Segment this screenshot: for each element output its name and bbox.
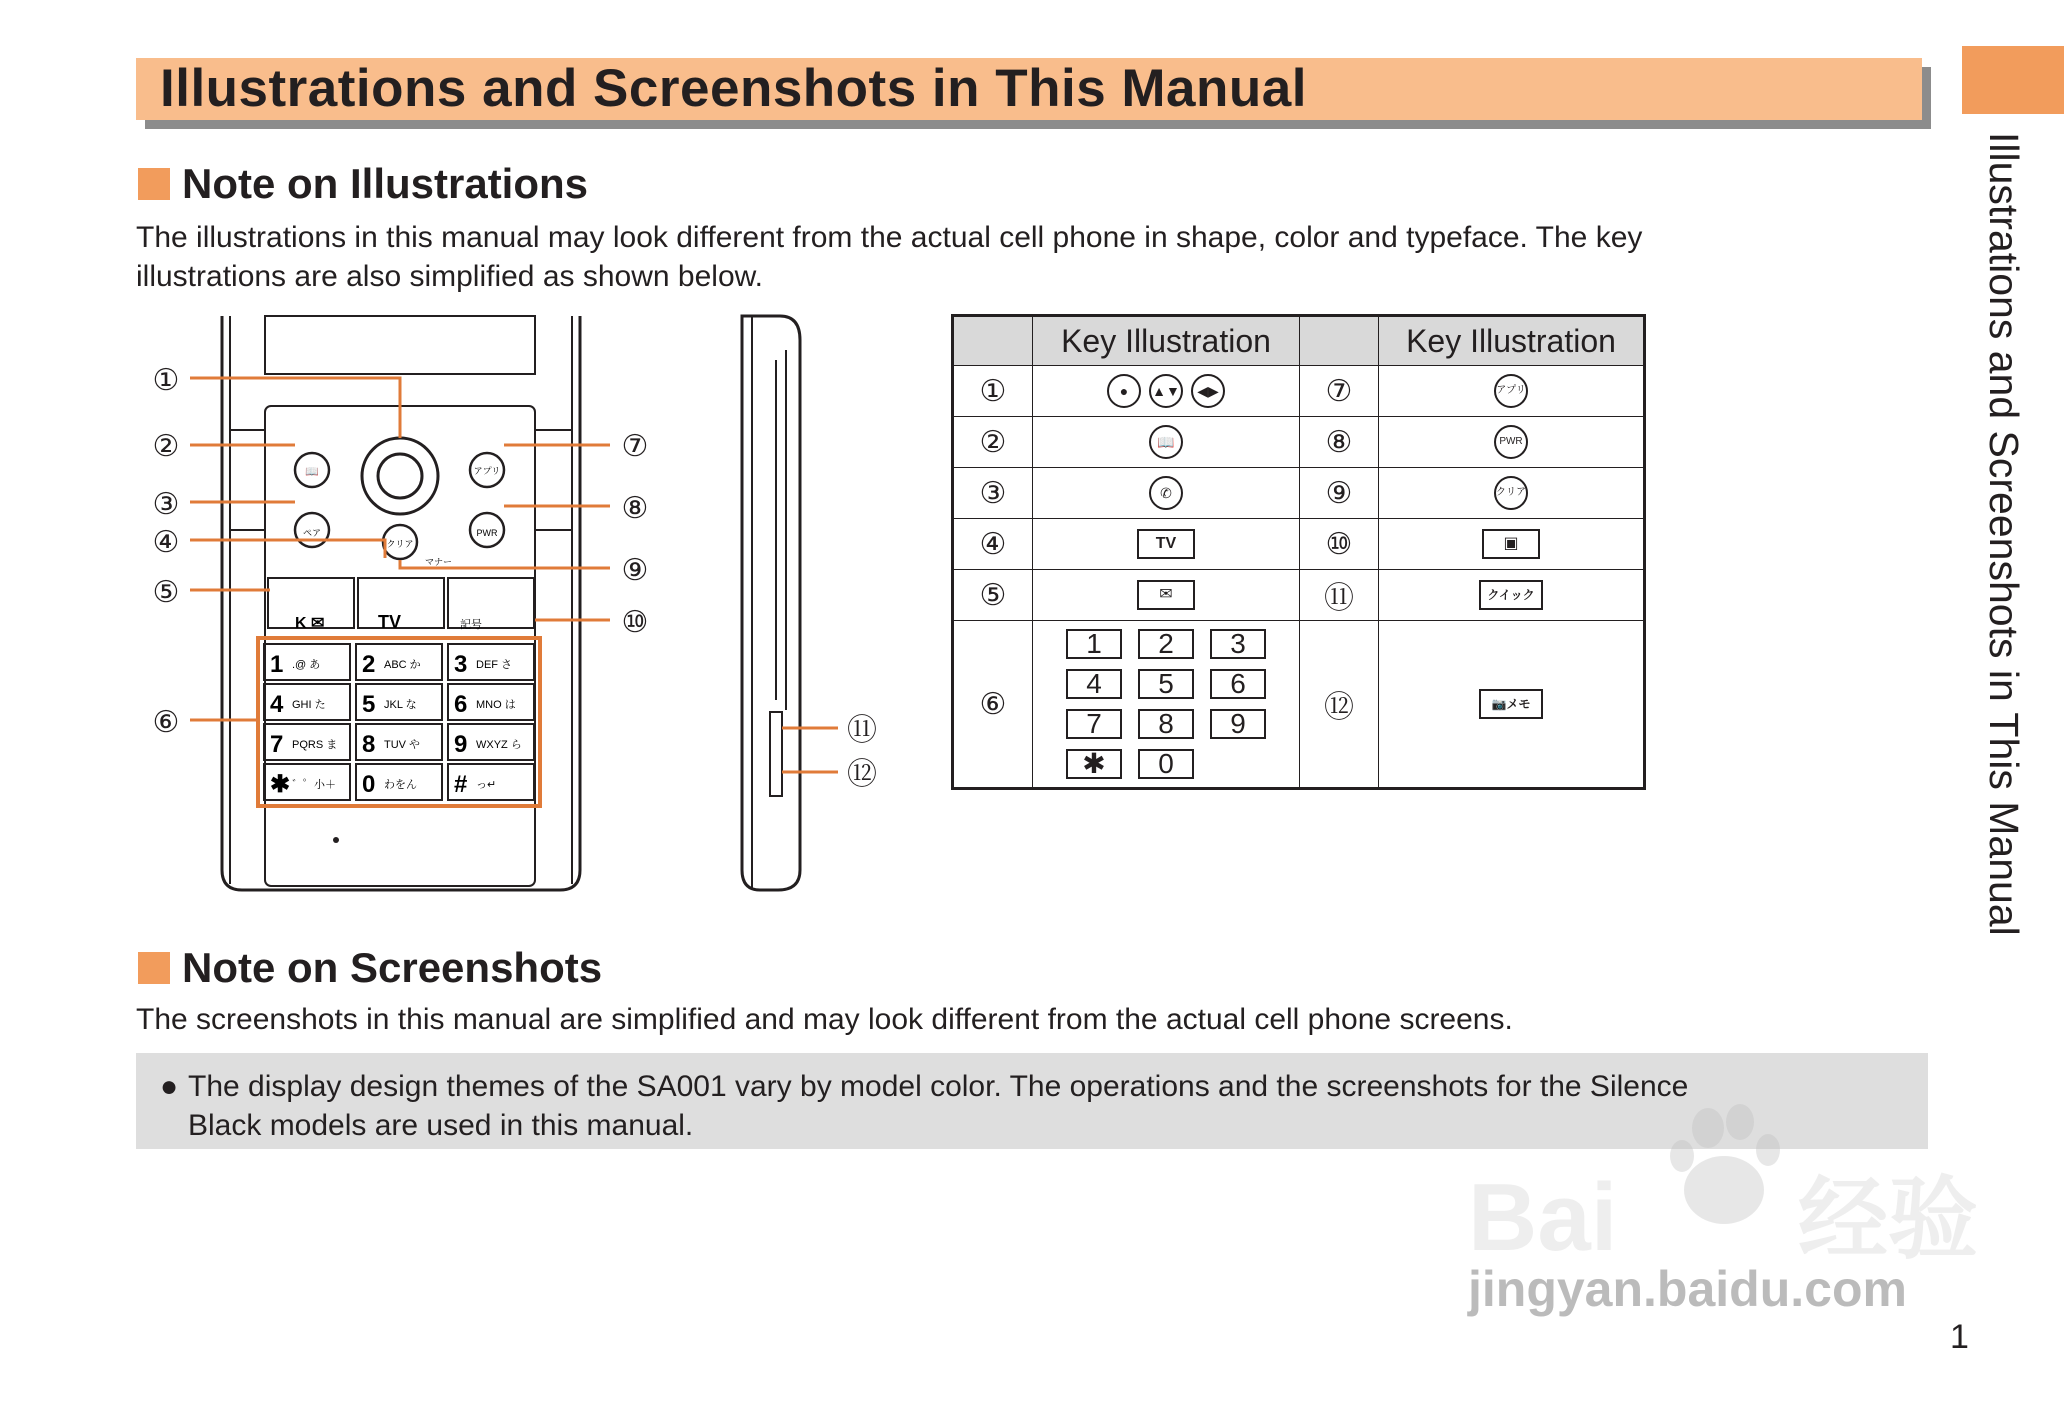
keypad-digit: 7 (270, 731, 284, 758)
keypad-letters: ゛゜小＋ (292, 779, 336, 791)
table-header-empty (953, 316, 1033, 366)
keypad-letters: DEF さ (476, 659, 513, 671)
manner-label: マナー (425, 557, 453, 567)
row-number: ③ (953, 468, 1033, 519)
row-number: ④ (953, 519, 1033, 570)
digit-key: 0 (1138, 749, 1194, 779)
key-illustration-table (951, 314, 1646, 790)
keypad-digit: 5 (362, 691, 376, 718)
row-number: ⑪ (1300, 570, 1379, 621)
section-heading-illustrations (138, 160, 588, 208)
table-row (953, 468, 1645, 519)
table-row (953, 519, 1645, 570)
app-key-icon: アプリ (1494, 374, 1528, 408)
phone-side-diagram (720, 310, 890, 900)
center-key-icon: ● (1107, 374, 1141, 408)
keypad-letters: TUV や (384, 739, 421, 751)
quick-key-icon: クイック (1479, 580, 1543, 610)
note-line: The display design themes of the SA001 vary by model color. The operations and the screenshots for the Silence (188, 1070, 1689, 1103)
key-cell-call (1033, 468, 1300, 519)
digit-key: 8 (1138, 709, 1194, 739)
left-right-key-icon: ◀▶ (1191, 374, 1225, 408)
key-cell-book (1033, 417, 1300, 468)
camera-memo-key-icon: 📷メモ (1479, 689, 1543, 719)
phone-front-diagram (140, 310, 660, 900)
keypad-letters: PQRS ま (292, 739, 338, 751)
svg-text:📖: 📖 (305, 466, 319, 478)
call-key-icon: ✆ (1149, 476, 1183, 510)
key-cell-ez (1379, 519, 1645, 570)
keypad-letters: わをん (384, 779, 417, 791)
key-cell-app (1379, 366, 1645, 417)
table-header-empty (1300, 316, 1379, 366)
digit-key: 9 (1210, 709, 1266, 739)
digit-key: 7 (1066, 709, 1122, 739)
key-cell-digits (1033, 621, 1300, 789)
section-heading-text: Note on Screenshots (182, 944, 603, 991)
row-number: ⑫ (1300, 621, 1379, 789)
keypad-digit: 6 (454, 691, 468, 718)
callout-9: ⑨ (621, 554, 649, 587)
key-cell-clear (1379, 468, 1645, 519)
tv-key-label: TV (378, 612, 402, 632)
row-number: ⑥ (953, 621, 1033, 789)
side-title: Illustrations and Screenshots in This Manual (1981, 132, 2027, 936)
table-row (953, 570, 1645, 621)
keypad-digit: 4 (270, 691, 284, 718)
keypad-letters: ABC か (384, 659, 421, 671)
screenshots-paragraph: The screenshots in this manual are simplified and may look different from the actual cell phone screens. (136, 1003, 1513, 1036)
svg-text:经验: 经验 (1798, 1170, 1978, 1270)
clear-key-label: クリア (386, 539, 414, 549)
callout-11: ⑪ (847, 714, 877, 747)
baidu-paw-logo (1468, 1100, 1978, 1271)
digit-key: 1 (1066, 629, 1122, 659)
callout-2: ② (152, 430, 180, 463)
callout-3: ③ (152, 488, 180, 521)
keypad-digit: 8 (362, 731, 376, 758)
table-row (953, 366, 1645, 417)
digit-key-grid (1033, 621, 1299, 787)
keypad-digit: # (454, 771, 468, 798)
digit-key: ✱ (1066, 749, 1122, 779)
key-cell-tv (1033, 519, 1300, 570)
key-cell-memo (1379, 621, 1645, 789)
keypad-letters: .@ あ (292, 659, 321, 671)
kigo-label: 記号 (460, 619, 482, 631)
key-cell-nav (1033, 366, 1300, 417)
row-number: ⑦ (1300, 366, 1379, 417)
page-title: Illustrations and Screenshots in This Manual (160, 59, 1307, 118)
callout-8: ⑧ (621, 492, 649, 525)
up-down-key-icon: ▲▼ (1149, 374, 1183, 408)
key-cell-quick (1379, 570, 1645, 621)
row-number: ② (953, 417, 1033, 468)
paragraph-line: The illustrations in this manual may look different from the actual cell phone in shape, color and typeface. The key (136, 221, 1643, 254)
table-row (953, 621, 1645, 789)
table-header-row (953, 316, 1645, 366)
callout-5: ⑤ (152, 576, 180, 609)
keypad-digit: 0 (362, 771, 376, 798)
callout-1: ① (152, 364, 180, 397)
note-line: Black models are used in this manual. (188, 1109, 694, 1142)
callout-12: ⑫ (847, 758, 877, 791)
pwr-key-label: PWR (476, 528, 498, 538)
row-number: ⑤ (953, 570, 1033, 621)
clear-key-icon: クリア (1494, 476, 1528, 510)
keypad-letters: WXYZ ら (476, 739, 522, 751)
keypad-letters: MNO は (476, 699, 516, 711)
title-bar (136, 58, 1922, 120)
keypad-letters: っ↵ (476, 779, 497, 791)
row-number: ① (953, 366, 1033, 417)
keypad-letters: GHI た (292, 699, 326, 711)
pair-key-label: ペア (302, 528, 322, 538)
digit-key: 2 (1138, 629, 1194, 659)
row-number: ⑧ (1300, 417, 1379, 468)
row-number: ⑩ (1300, 519, 1379, 570)
mail-key-icon: ✉ (1137, 580, 1195, 610)
paragraph-line: illustrations are also simplified as shown below. (136, 260, 763, 293)
key-cell-pwr (1379, 417, 1645, 468)
bullet-icon: ● (160, 1070, 179, 1103)
keypad-digit: 2 (362, 651, 376, 678)
digit-key: 5 (1138, 669, 1194, 699)
digit-key: 4 (1066, 669, 1122, 699)
svg-text:Bai: Bai (1468, 1164, 1618, 1271)
keypad-digit: 3 (454, 651, 468, 678)
memo-label: メモ (1506, 697, 1531, 711)
table-header: Key Illustration (1379, 316, 1645, 366)
section-heading-text: Note on Illustrations (182, 160, 589, 207)
digit-key: 3 (1210, 629, 1266, 659)
heading-square-icon (138, 952, 170, 984)
ez-key-icon: ▣ (1482, 529, 1540, 559)
callout-10: ⑩ (621, 606, 649, 639)
page-number: 1 (1950, 1318, 1969, 1356)
svg-text:K ✉: K ✉ (295, 615, 325, 632)
heading-square-icon (138, 168, 170, 200)
callout-4: ④ (152, 526, 180, 559)
row-number: ⑨ (1300, 468, 1379, 519)
callout-7: ⑦ (621, 430, 649, 463)
callout-6: ⑥ (152, 706, 180, 739)
key-cell-mail (1033, 570, 1300, 621)
digit-key: 6 (1210, 669, 1266, 699)
illustrations-paragraph (136, 218, 1642, 296)
keypad-digit: 9 (454, 731, 468, 758)
book-key-icon: 📖 (1149, 425, 1183, 459)
power-key-icon: PWR (1494, 425, 1528, 459)
section-heading-screenshots (138, 944, 602, 992)
tv-key-icon: TV (1137, 529, 1195, 559)
app-key-label: アプリ (473, 466, 501, 476)
keypad-digit: 1 (270, 651, 284, 678)
watermark-text: jingyan.baidu.com (1468, 1261, 1907, 1317)
table-row (953, 417, 1645, 468)
table-header: Key Illustration (1033, 316, 1300, 366)
keypad-letters: JKL な (384, 699, 417, 711)
keypad-digit: ✱ (270, 771, 291, 798)
side-tab (1962, 46, 2064, 114)
